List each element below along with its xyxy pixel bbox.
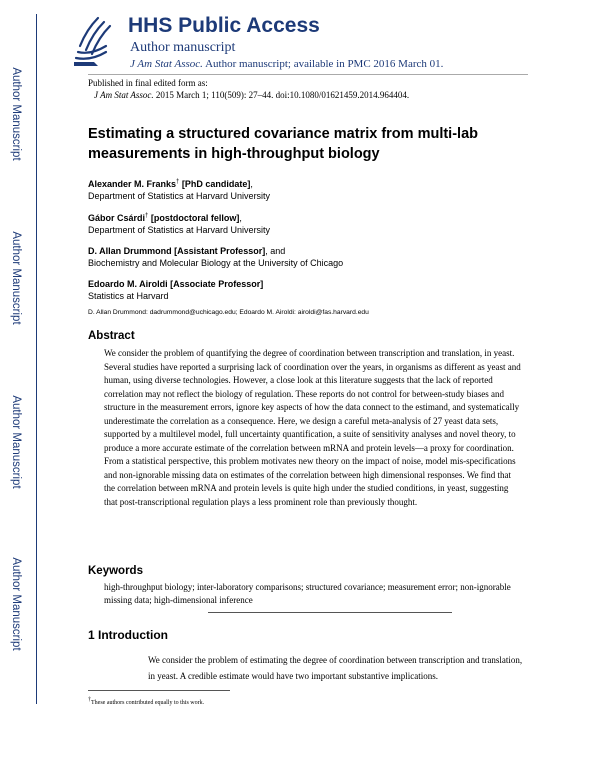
footnote-text: These authors contributed equally to this work. <box>91 700 205 706</box>
author-emails: D. Allan Drummond: dadrummond@uchicago.edu; Edoardo M. Airoldi: airoldi@fas.harvard.edu <box>88 309 369 316</box>
author-name: Edoardo M. Airoldi <box>88 279 168 289</box>
author-block <box>88 210 270 236</box>
author-block <box>88 176 270 202</box>
author-role: [Assistant Professor] <box>171 246 266 256</box>
sidebar-label-4: Author Manuscript <box>10 557 22 651</box>
author-role: [Associate Professor] <box>167 279 264 289</box>
introduction-heading: 1 Introduction <box>88 628 168 642</box>
author-affiliation: Department of Statistics at Harvard University <box>88 225 271 235</box>
hhs-eagle-logo-icon <box>68 12 116 68</box>
author-role: [PhD candidate] <box>179 179 251 189</box>
citation <box>88 89 409 101</box>
keywords-heading: Keywords <box>88 565 143 577</box>
left-margin-sidebar <box>0 0 36 776</box>
keywords-text: high-throughput biology; inter-laboratory comparisons; structured covariance; measurement error; non-ignorable missing data; high-dimensional inference <box>104 582 511 605</box>
author-block <box>88 243 343 269</box>
footnote-mark: † <box>88 697 91 703</box>
manuscript-type: Author manuscript <box>130 40 236 55</box>
author-name: Alexander M. Franks <box>88 179 177 189</box>
author-name: D. Allan Drummond <box>88 246 172 256</box>
published-label: Published in final edited form as: <box>88 78 208 88</box>
sidebar-divider <box>36 14 37 704</box>
hhs-title: HHS Public Access <box>128 14 320 37</box>
header-divider <box>88 74 528 75</box>
header-journal-name: J Am Stat Assoc. <box>130 58 203 70</box>
footnote <box>88 697 204 706</box>
author-name: Gábor Csárdi <box>88 213 146 223</box>
author-suffix: , and <box>265 246 286 256</box>
introduction-text: We consider the problem of estimating the degree of coordination between transcription and translation, in yeast. A credible estimate would have two important substantive implications. <box>148 655 523 681</box>
abstract-text: We consider the problem of quantifying the degree of coordination between transcription and translation, in yeast. Several studies have reported a surprising lack of coordination over the years, in organisms as different as yeast and human, using diverse technologies. However, a close look at this literature suggests that the lack of reported correlation may not reflect the biology of regulation. These reports do not control for between-study biases and structure in the measurement errors, ignore key aspects of how the data connect to the estimand, and systematically underestimate the correlation as a consequence. Here, we design a careful meta-analysis of 27 yeast data sets, supported by a multilevel model, full uncertainty quantification, a suite of sensitivity analyses and novel theory, to produce a more accurate estimate of the correlation between mRNA and protein levels—a proxy for coordination. From a statistical perspective, this problem motivates new theory on the impact of noise, model mis-specifications and non-ignorable missing data on estimates of the correlation between high dimensional responses. We find that the correlation between mRNA and protein levels is quite high under the studied conditions, in yeast, suggesting that post-transcriptional regulation plays a less prominent role than previously thought. <box>104 348 521 507</box>
keywords-divider <box>208 612 452 613</box>
author-affiliation: Biochemistry and Molecular Biology at the University of Chicago <box>88 258 344 268</box>
sidebar-label-1: Author Manuscript <box>10 67 22 161</box>
abstract-heading: Abstract <box>88 330 135 342</box>
author-affiliation: Statistics at Harvard <box>88 291 169 301</box>
paper-title: Estimating a structured covariance matrix from multi-lab measurements in high-throughput biology <box>88 126 478 162</box>
journal-availability <box>130 58 443 70</box>
author-mark: † <box>145 213 149 219</box>
publication-info <box>88 77 409 101</box>
author-affiliation: Department of Statistics at Harvard University <box>88 191 271 201</box>
citation-details: 2015 March 1; 110(509): 27–44. doi:10.1080/01621459.2014.964404. <box>155 90 410 100</box>
sidebar-label-2: Author Manuscript <box>10 231 22 325</box>
footnote-divider <box>88 690 230 691</box>
availability-note: Author manuscript; available in PMC 2016 March 01. <box>205 58 444 70</box>
author-role: [postdoctoral fellow] <box>148 213 240 223</box>
author-suffix: , <box>239 213 242 223</box>
author-suffix: , <box>250 179 253 189</box>
author-mark: † <box>176 179 180 185</box>
author-block <box>88 276 263 302</box>
citation-journal: J Am Stat Assoc. <box>94 90 154 100</box>
hhs-header <box>68 12 528 72</box>
sidebar-label-3: Author Manuscript <box>10 395 22 489</box>
